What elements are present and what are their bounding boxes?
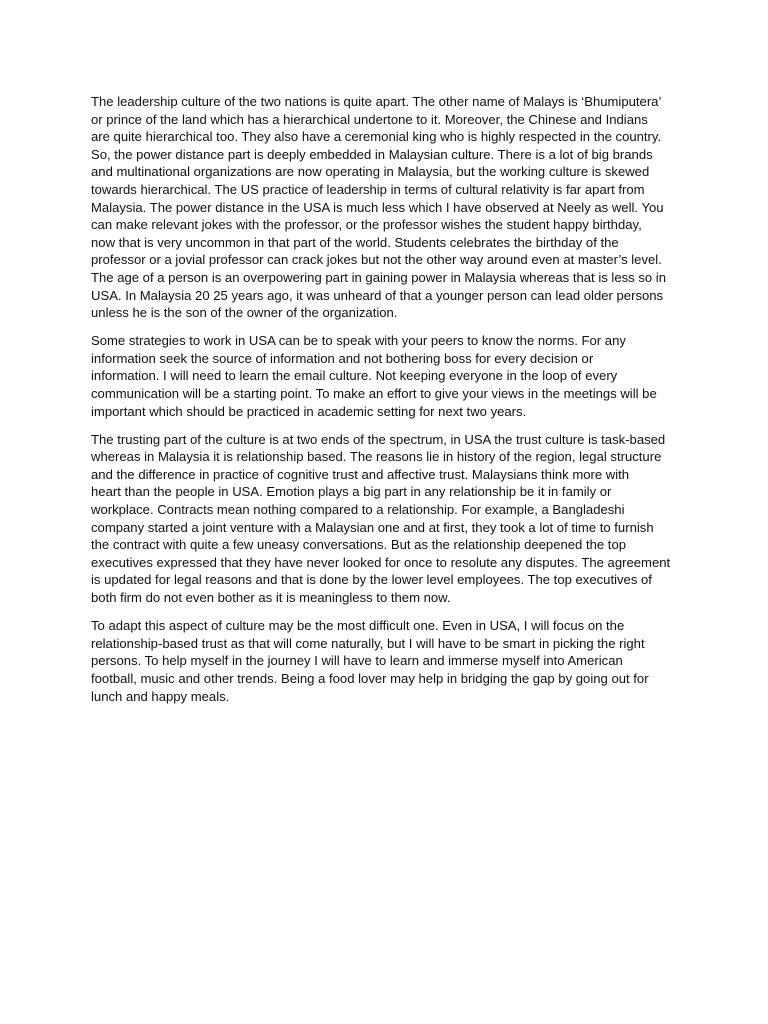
text-line: or prince of the land which has a hierarchical undertone to it. Moreover, the Chinese and Indians	[91, 111, 648, 127]
text-line: lunch and happy meals.	[91, 688, 230, 704]
text-line: The trusting part of the culture is at two ends of the spectrum, in USA the trust culture is task-based	[91, 431, 666, 447]
text-line: are quite hierarchical too. They also have a ceremonial king who is highly respected in the country.	[91, 129, 662, 145]
text-line: towards hierarchical. The US practice of leadership in terms of cultural relativity is far apart from	[91, 181, 645, 197]
paragraph-trust	[91, 431, 681, 607]
text-line: communication will be a starting point. To make an effort to give your views in the meetings will be	[91, 386, 657, 401]
text-line: information seek the source of information and not bothering boss for every decision or	[91, 350, 594, 366]
text-line: The age of a person is an overpowering part in gaining power in Malaysia whereas that is less so in	[91, 269, 666, 285]
text-line: important which should be practiced in academic setting for next two years.	[91, 403, 527, 419]
text-line: USA. In Malaysia 20 25 years ago, it was unheard of that a younger person can lead older persons	[91, 287, 664, 303]
text-line: heart than the people in USA. Emotion plays a big part in any relationship be it in family or	[91, 484, 612, 500]
text-line: persons. To help myself in the journey I will have to learn and immerse myself into American	[91, 653, 623, 669]
text-line: workplace. Contracts mean nothing compared to a relationship. For example, a Bangladeshi	[91, 502, 625, 518]
text-line: Malaysia. The power distance in the USA is much less which I have observed at Neely as well. You	[91, 199, 664, 215]
text-line: company started a joint venture with a Malaysian one and at first, they took a lot of time to furnish	[91, 519, 654, 535]
text-line: The leadership culture of the two nations is quite apart. The other name of Malays is ‘Bhumiputera’	[91, 94, 662, 109]
text-line: executives expressed that they have never looked for once to resolute any disputes. The agreement	[91, 554, 671, 570]
text-line: is updated for legal reasons and that is done by the lower level employees. The top executives of	[91, 572, 652, 588]
paragraph-adaptation	[91, 617, 681, 705]
text-line: To adapt this aspect of culture may be the most difficult one. Even in USA, I will focus on the	[91, 618, 625, 634]
text-line: unless he is the son of the owner of the organization.	[91, 305, 398, 321]
text-line: now that is very uncommon in that part of the world. Students celebrates the birthday of the	[91, 234, 619, 250]
text-line: relationship-based trust as that will come naturally, but I will have to be smart in picking the right	[91, 635, 645, 651]
paragraph-leadership-culture	[91, 93, 681, 322]
text-line: So, the power distance part is deeply embedded in Malaysian culture. There is a lot of big brands	[91, 146, 653, 162]
text-line: football, music and other trends. Being a food lover may help in bridging the gap by going out for	[91, 670, 649, 686]
text-line: the contract with quite a few uneasy conversations. But as the relationship deepened the top	[91, 537, 627, 553]
text-line: Some strategies to work in USA can be to speak with your peers to know the norms. For any	[91, 333, 626, 349]
paragraph-strategies	[91, 332, 681, 420]
text-line: and multinational organizations are now operating in Malaysia, but the working culture is skewed	[91, 164, 650, 180]
text-line: can make relevant jokes with the professor, or the professor wishes the student happy birthday,	[91, 217, 642, 233]
text-line: professor or a jovial professor can crack jokes but not the other way around even at master’s level.	[91, 252, 662, 268]
text-line: information. I will need to learn the email culture. Not keeping everyone in the loop of every	[91, 368, 618, 384]
text-line: whereas in Malaysia it is relationship based. The reasons lie in history of the region, legal structure	[91, 449, 662, 465]
document-body	[91, 93, 681, 716]
text-line: both firm do not even bother as it is meaningless to them now.	[91, 590, 451, 606]
text-line: and the difference in practice of cognitive trust and affective trust. Malaysians think more with	[91, 466, 630, 482]
